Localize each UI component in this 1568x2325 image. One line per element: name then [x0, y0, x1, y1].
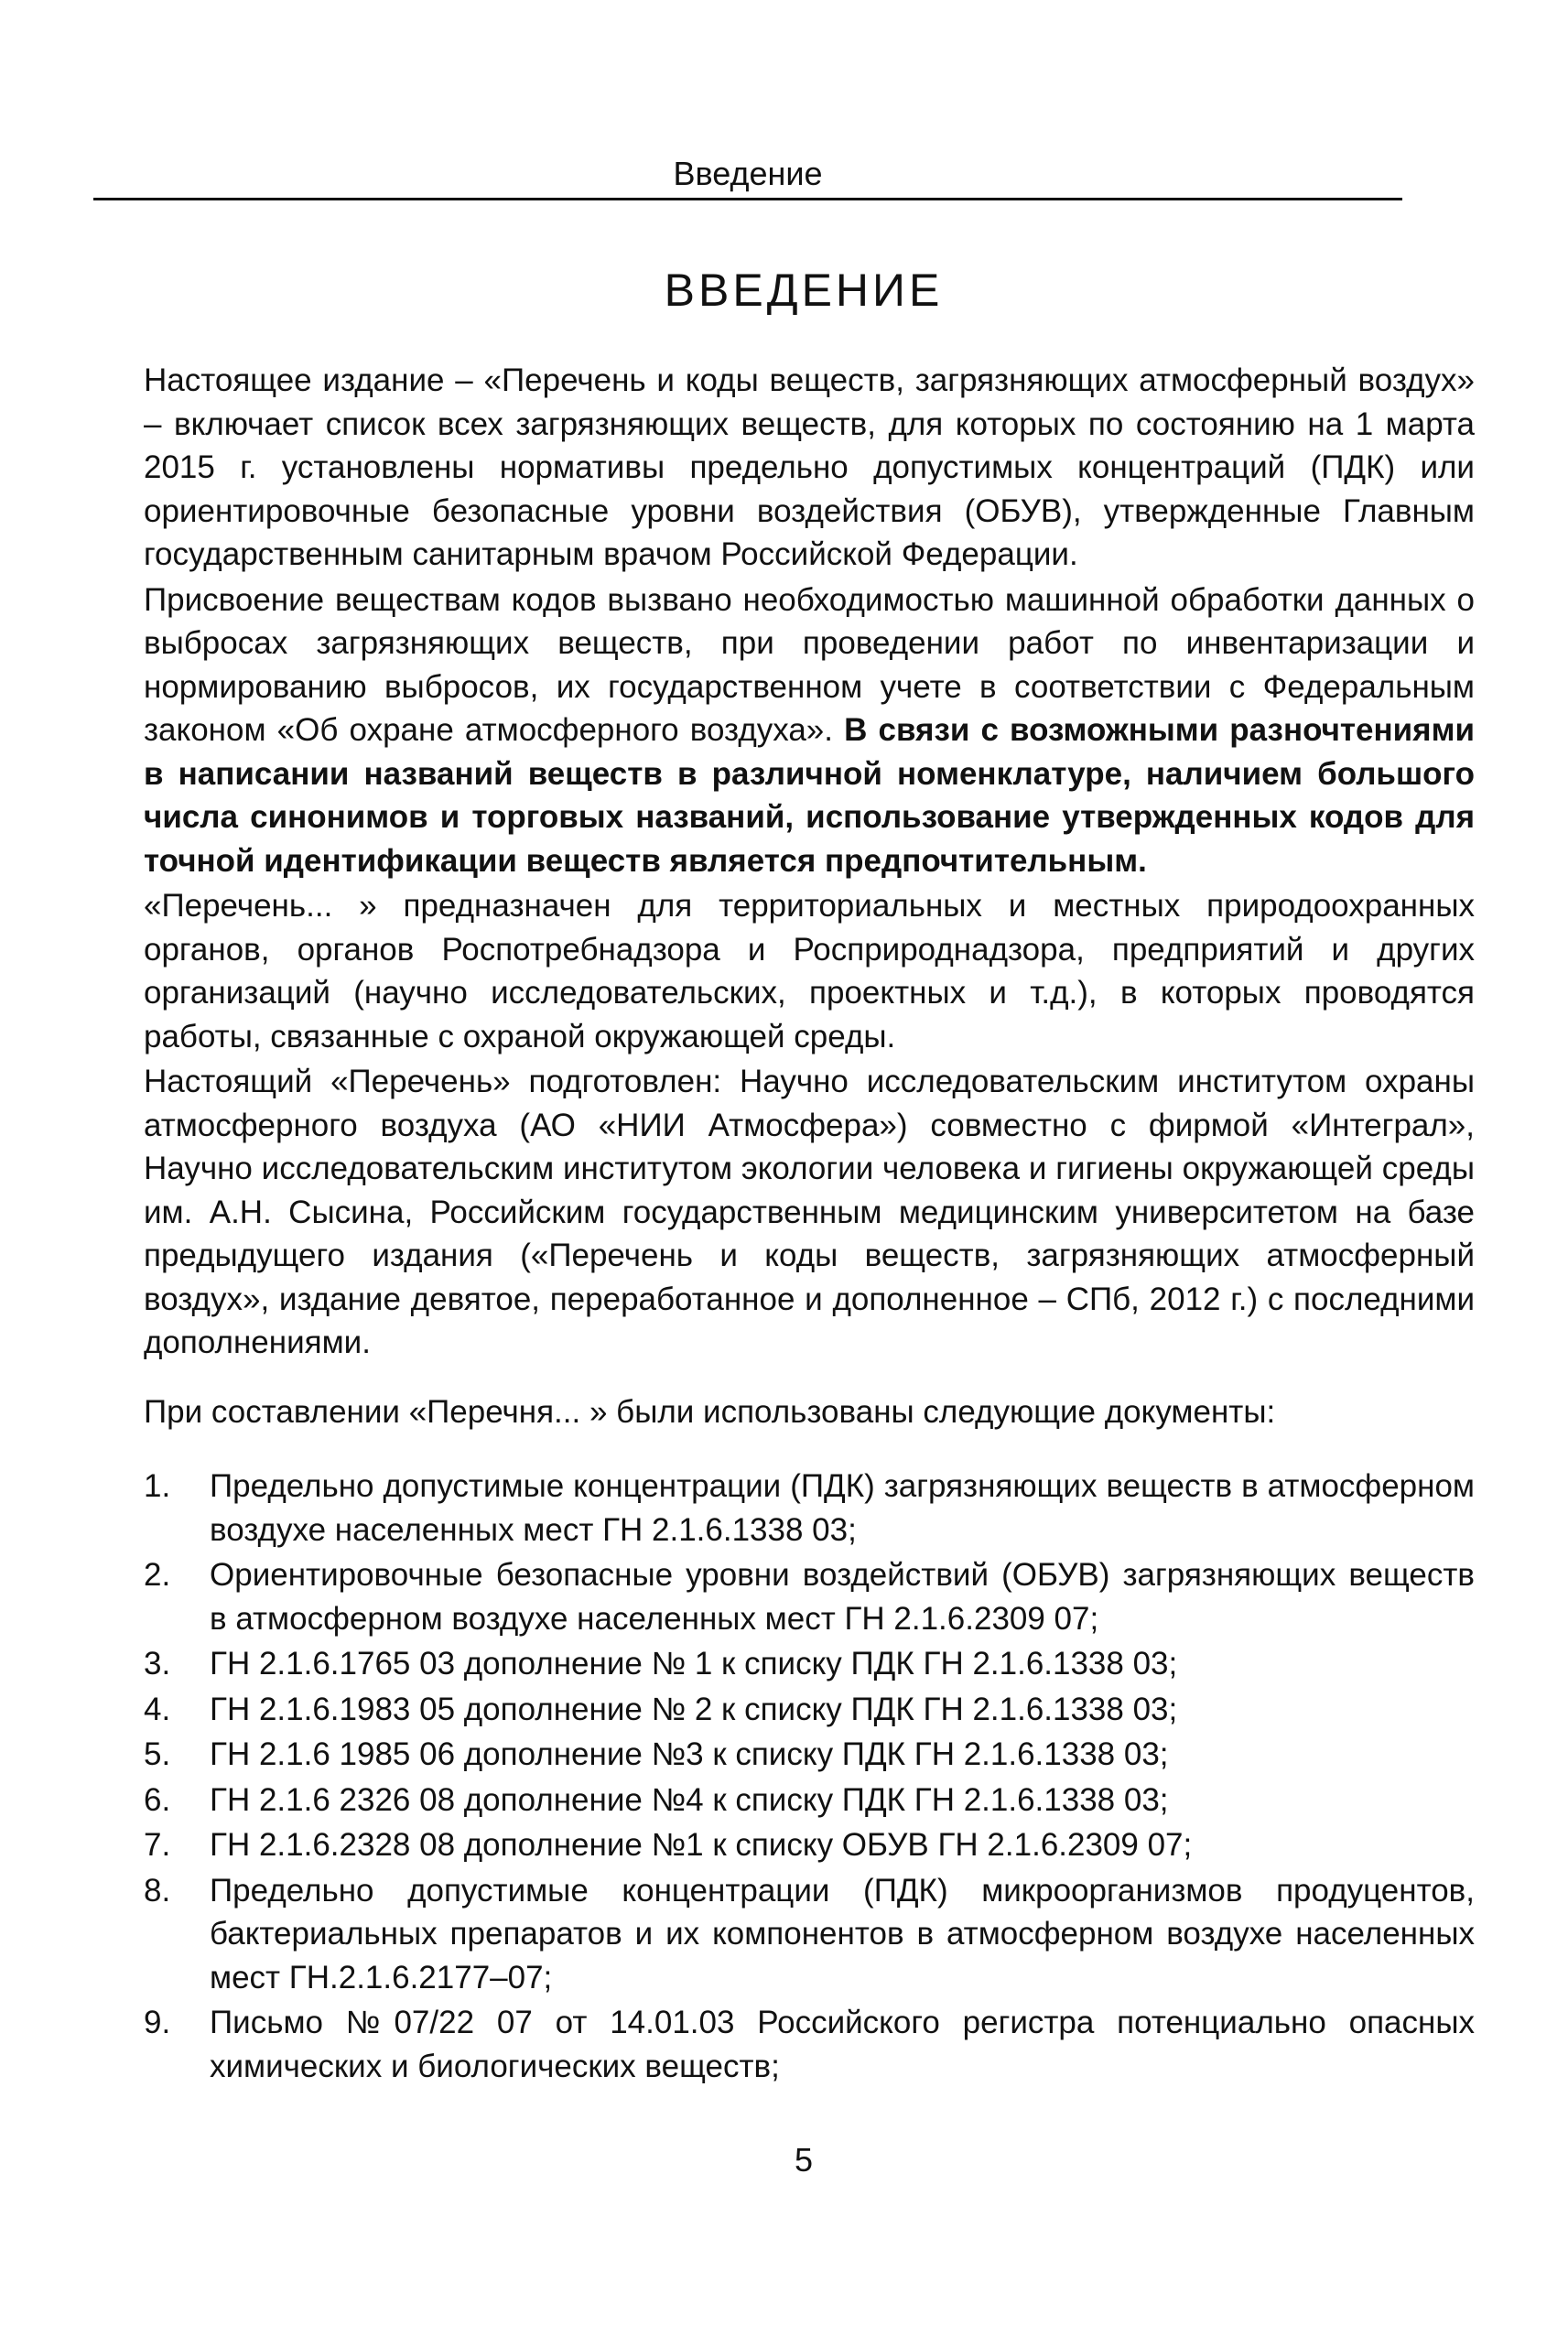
list-item — [144, 1869, 1475, 2000]
paragraph-intro — [144, 359, 1475, 577]
list-item-number: 1. — [144, 1468, 171, 1504]
running-head: Введение — [673, 155, 823, 192]
list-item-text: ГН 2.1.6.1983 05 дополнение № 2 к списку ПДК ГН 2.1.6.1338 03; — [210, 1691, 1178, 1727]
list-item-text: Письмо №07/22 07 от 14.01.03 Российского регистра потенциально опасных химических и биологических веществ; — [210, 2005, 1475, 2084]
list-item-text: Ориентировочные безопасные уровни воздействий (ОБУВ) загрязняющих веществ в атмосферном воздухе населенных мест ГН 2.1.6.2309 07; — [210, 1557, 1475, 1637]
list-item — [144, 1733, 1475, 1777]
list-item-number: 2. — [144, 1557, 171, 1593]
list-item — [144, 1553, 1475, 1640]
paragraph-codes-emphasis: В связи с возможными разночтениями в написании названий веществ в различной номенклатуре, наличием большого числа синонимов и торговых названий, использование утвержденных кодов для точной идентификации веществ является предпочтительным. — [144, 712, 1476, 879]
body-text — [144, 359, 1475, 2090]
documents-intro — [144, 1390, 1475, 1434]
list-item-number: 8. — [144, 1872, 171, 1909]
list-item — [144, 1465, 1475, 1552]
paragraph-intro-text: Настоящее издание – «Перечень и коды веществ, загрязняющих атмосферный воздух» – включает список всех загрязняющих веществ, для которых по состоянию на 1 марта 2015 г. установлены нормативы предельно допустимых концентраций (ПДК) или ориентировочные безопасные уровни воздействия (ОБУВ), утвержденные Главным государственным санитарным врачом Российской Федерации. — [144, 362, 1475, 572]
page-number: 5 — [794, 2141, 814, 2179]
paragraph-codes — [144, 579, 1475, 883]
list-item — [144, 1779, 1475, 1822]
list-item — [144, 1688, 1475, 1732]
list-item-text: Предельно допустимые концентрации (ПДК) загрязняющих веществ в атмосферном воздухе населенных мест ГН 2.1.6.1338 03; — [210, 1468, 1475, 1548]
list-item — [144, 1642, 1475, 1686]
list-item — [144, 2001, 1475, 2088]
chapter-title: ВВЕДЕНИЕ — [664, 265, 944, 316]
list-item-number: 4. — [144, 1691, 171, 1727]
list-item-number: 7. — [144, 1827, 171, 1863]
paragraph-audience-text: «Перечень... » предназначен для территориальных и местных природоохранных органов, органов Роспотребнадзора и Росприроднадзора, предприятий и других организаций (научно исследовательских, проектных и т.д.), в которых проводятся работы, связанные с охраной окружающей среды. — [144, 888, 1475, 1054]
list-item-number: 6. — [144, 1781, 171, 1818]
documents-list — [144, 1465, 1475, 2088]
list-item-text: Предельно допустимые концентрации (ПДК) микроорганизмов продуцентов, бактериальных препаратов и их компонентов в атмосферном воздухе населенных мест ГН.2.1.6.2177–07; — [210, 1872, 1475, 1995]
list-item-text: ГН 2.1.6 2326 08 дополнение №4 к списку ПДК ГН 2.1.6.1338 03; — [210, 1781, 1169, 1818]
list-item-text: ГН 2.1.6 1985 06 дополнение №3 к списку ПДК ГН 2.1.6.1338 03; — [210, 1736, 1169, 1772]
header-rule — [93, 198, 1402, 200]
list-item-text: ГН 2.1.6.2328 08 дополнение №1 к списку ОБУВ ГН 2.1.6.2309 07; — [210, 1827, 1193, 1863]
paragraph-prepared-by — [144, 1060, 1475, 1365]
paragraph-codes-text: Присвоение веществам кодов вызвано необходимостью машинной обработки данных о выбросах загрязняющих веществ, при проведении работ по инвентаризации и нормированию выбросов, их государственном учете в соответствии с Федеральным законом «Об охране атмосферного воздуха». — [144, 581, 1475, 748]
list-item — [144, 1823, 1475, 1867]
list-item-number: 5. — [144, 1736, 171, 1772]
paragraph-audience — [144, 884, 1475, 1058]
list-item-number: 9. — [144, 2005, 171, 2040]
documents-intro-text: При составлении «Перечня... » были использованы следующие документы: — [144, 1393, 1276, 1430]
list-item-number: 3. — [144, 1646, 171, 1682]
list-item-text: ГН 2.1.6.1765 03 дополнение № 1 к списку ПДК ГН 2.1.6.1338 03; — [210, 1646, 1178, 1682]
paragraph-prepared-by-text: Настоящий «Перечень» подготовлен: Научно исследовательским институтом охраны атмосферного воздуха (АО «НИИ Атмосфера») совместно с фирмой «Интеграл», Научно исследовательским институтом экологии человека и гигиены окружающей среды им. А.Н. Сысина, Российским государственным медицинским университетом на базе предыдущего издания («Перечень и коды веществ, загрязняющих атмосферный воздух», издание девятое, переработанное и дополненное – СПб, 2012 г.) с последними дополнениями. — [144, 1064, 1475, 1360]
